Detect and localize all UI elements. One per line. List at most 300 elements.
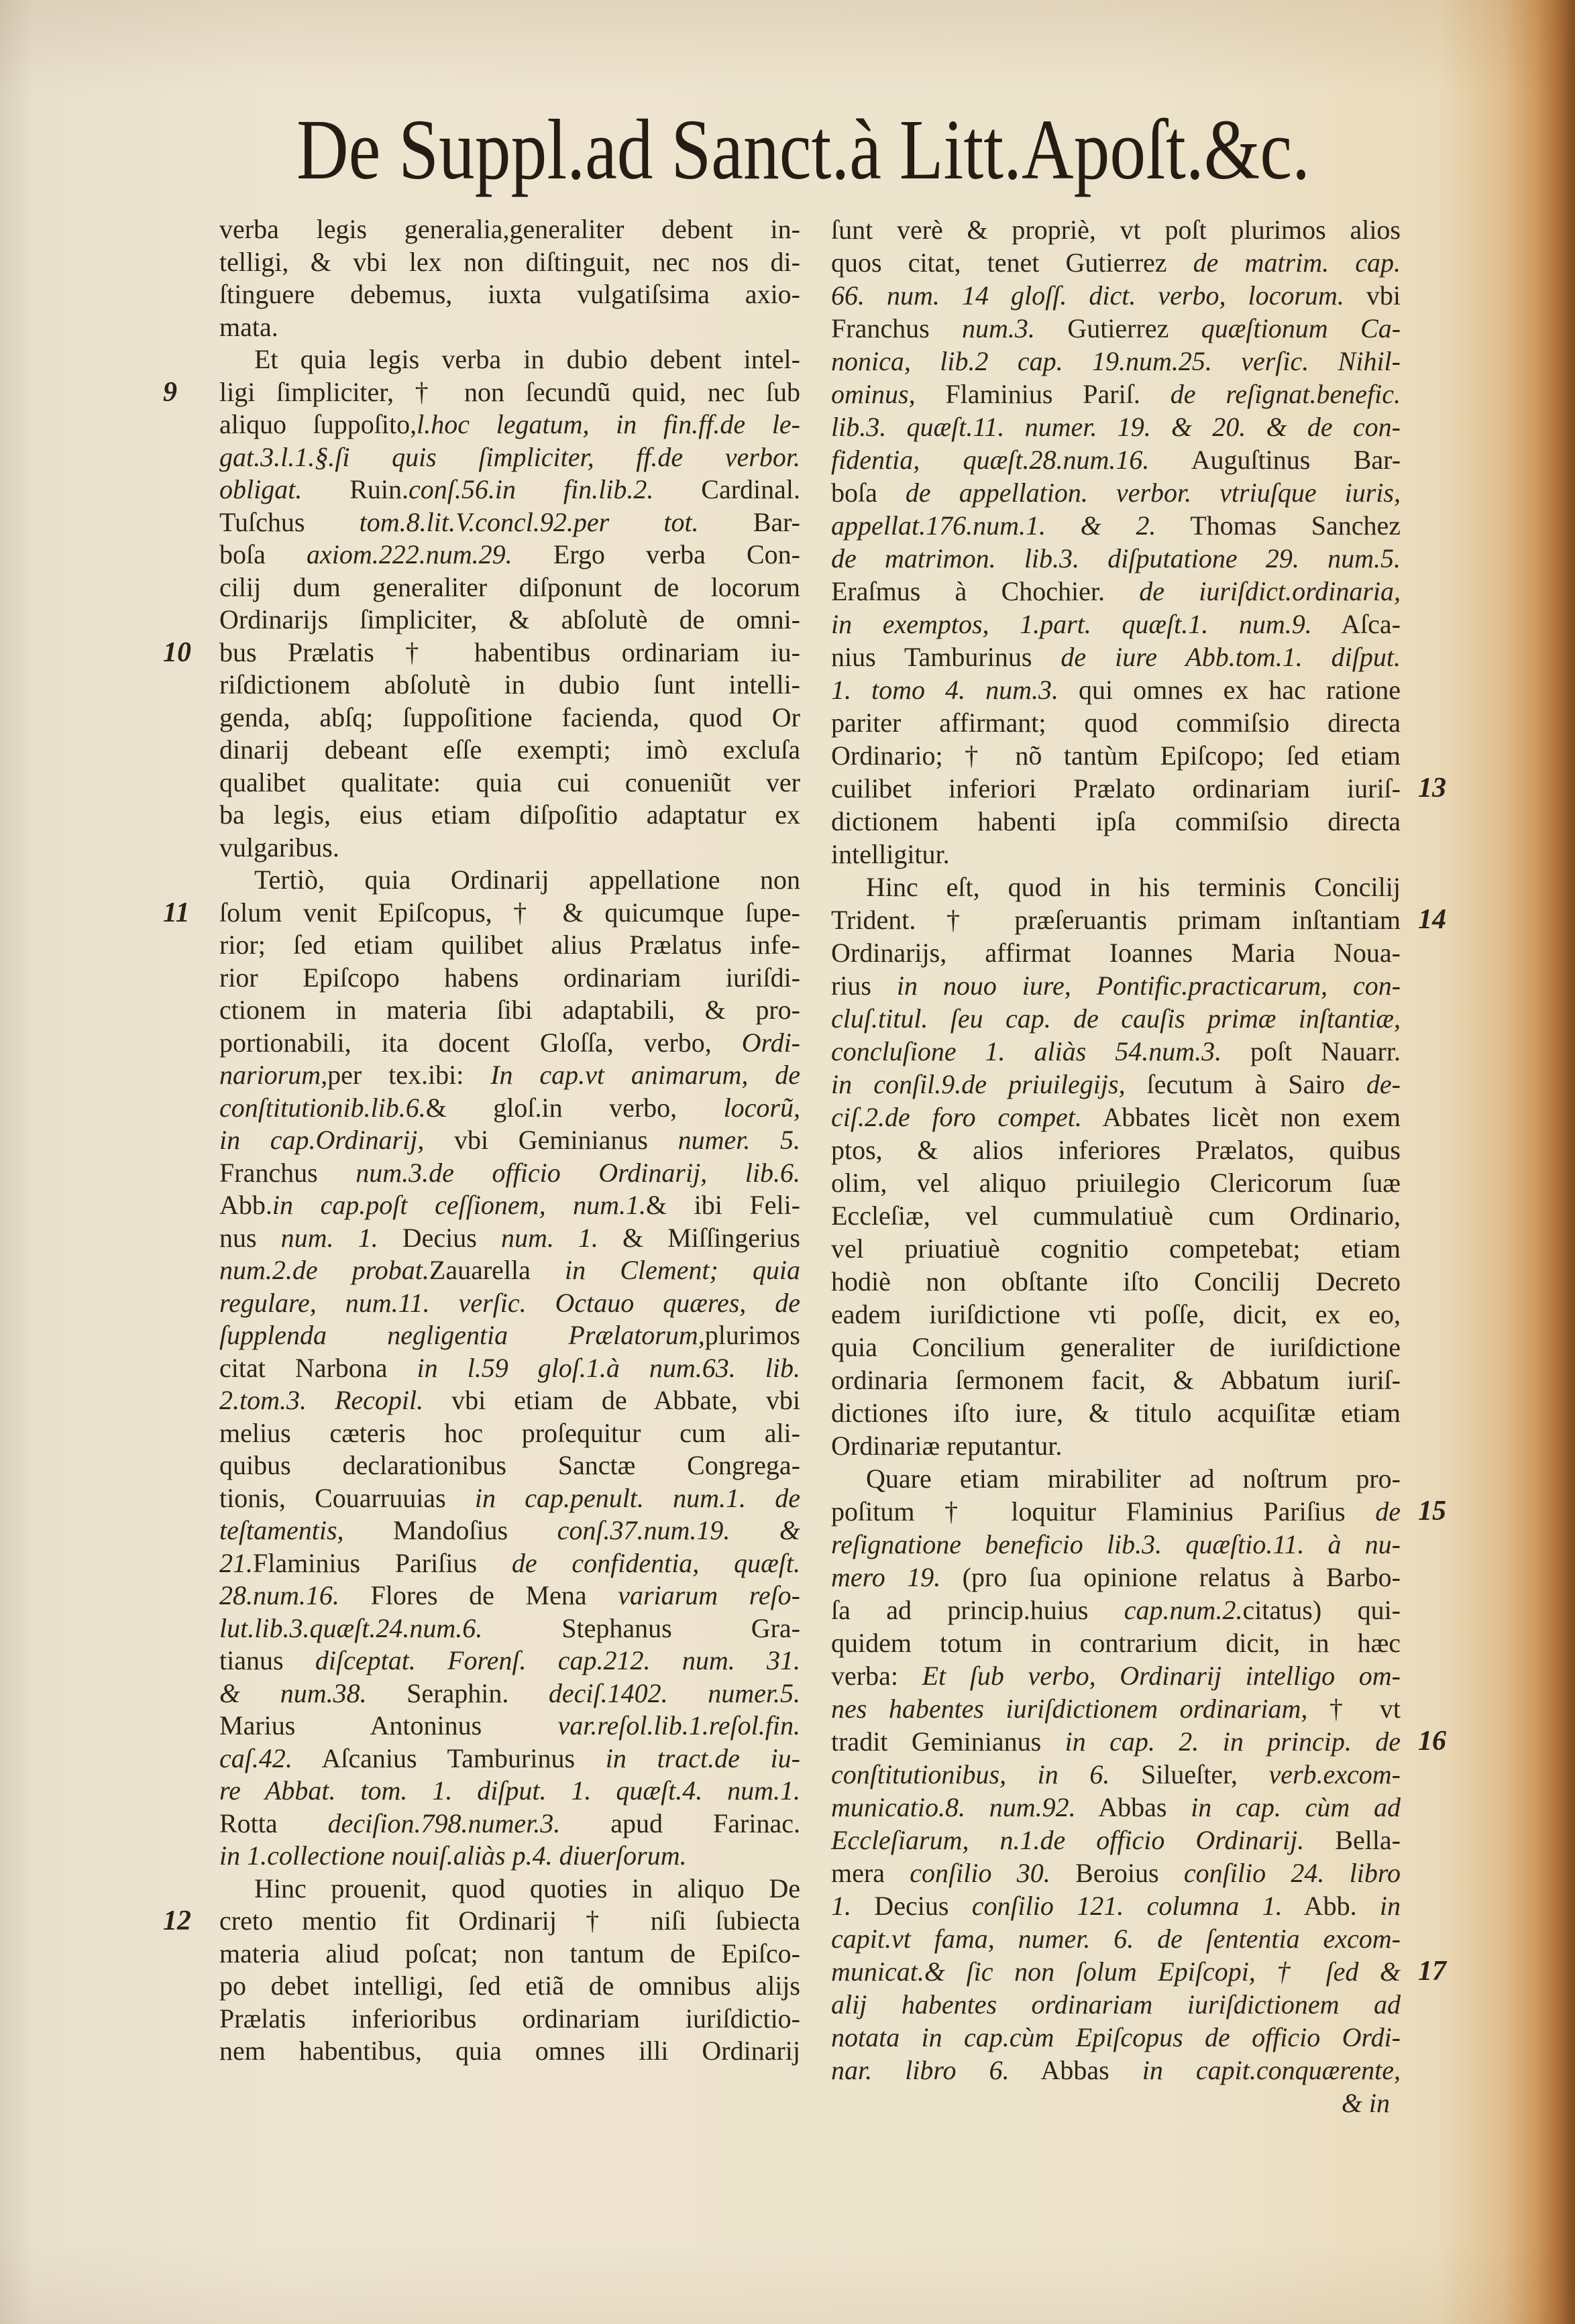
text-run: Et quia legis verba in dubio debent intel-	[254, 344, 800, 374]
text-run: Auguſtinus Bar-	[1149, 445, 1401, 475]
text-run: Seraphin.	[366, 1677, 549, 1708]
italic-text-run: municatio.8. num.92.	[831, 1792, 1076, 1822]
margin-number: 13	[1418, 773, 1446, 804]
text-line	[831, 476, 1401, 509]
italic-text-run: teſtamentis,	[219, 1515, 344, 1545]
text-run: ptos, & alios inferiores Prælatos, quibus	[831, 1135, 1401, 1165]
italic-text-run: caſ.42.	[219, 1742, 292, 1773]
text-run: Beroius	[1050, 1858, 1184, 1888]
text-line	[831, 2021, 1401, 2054]
italic-text-run: in cap.penult. num.1. de	[474, 1482, 800, 1513]
text-run: verba:	[831, 1661, 922, 1691]
text-line	[831, 1495, 1446, 1528]
text-run: ſecutum à Sairo	[1125, 1069, 1366, 1099]
text-line	[219, 767, 800, 799]
italic-text-run: de	[1375, 1496, 1401, 1527]
text-run: vbi Geminianus	[424, 1125, 678, 1155]
text-line	[219, 1677, 800, 1710]
text-line	[219, 702, 800, 734]
text-run: Thomas Sanchez	[1156, 510, 1401, 541]
italic-text-run: de appellation. verbor. vtriuſque iuris,	[905, 478, 1401, 508]
running-head: De Suppl.ad Sanct.à Litt.Apoſt.&c.	[296, 102, 1311, 197]
text-line	[219, 799, 800, 832]
italic-text-run: Et ſub verbo, Ordinarij intelligo om-	[922, 1661, 1401, 1691]
italic-text-run: lut.lib.3.quæſt.24.num.6.	[219, 1612, 483, 1643]
italic-text-run: de reſignat.benefic.	[1170, 379, 1401, 409]
text-run: Ordinarijs, affirmat Ioannes Maria Noua-	[831, 938, 1401, 968]
text-line	[831, 969, 1401, 1002]
text-line	[219, 832, 800, 865]
text-run: poſt Nauarr.	[1221, 1036, 1401, 1066]
text-line	[219, 1027, 800, 1060]
text-run: Bella-	[1304, 1825, 1401, 1855]
text-run: plurimos	[704, 1320, 800, 1350]
text-line	[219, 864, 800, 897]
text-run: boſa	[831, 478, 906, 508]
italic-text-run: appellat.176.num.1. & 2.	[831, 510, 1156, 541]
text-line	[219, 1482, 800, 1515]
text-line	[219, 343, 800, 376]
text-run: Trident. † præſeruantis primam inſtantiam	[831, 905, 1401, 935]
margin-number: 17	[1418, 1956, 1446, 1987]
text-line	[831, 641, 1401, 673]
text-line	[831, 1232, 1401, 1265]
italic-text-run: l.hoc legatum, in fin.ff.de le-	[417, 409, 801, 439]
text-run: ctionem in materia ſibi adaptabili, & pro-	[219, 995, 800, 1025]
text-line	[831, 1889, 1401, 1922]
italic-text-run: de matrimon. lib.3. diſputatione 29. num.5.	[831, 543, 1401, 573]
text-line	[219, 604, 800, 637]
text-line	[831, 1758, 1401, 1791]
text-line	[831, 1133, 1401, 1166]
italic-text-run: regulare, num.11. verſic. Octauo quæres, de	[219, 1287, 800, 1318]
text-line	[831, 1561, 1401, 1594]
italic-text-run: de iure Abb.tom.1. diſput.	[1061, 642, 1401, 672]
text-run: citat Narbona	[219, 1352, 417, 1383]
text-line	[831, 1955, 1446, 1988]
text-line	[831, 739, 1401, 772]
text-line	[831, 279, 1401, 312]
text-run: Decius	[851, 1891, 972, 1921]
italic-text-run: nes habentes iuriſdictionem ordinariam,	[831, 1694, 1308, 1724]
text-line	[219, 994, 800, 1027]
italic-text-run: in nouo iure, Pontific.practicarum, con-	[896, 971, 1401, 1001]
text-line	[219, 1742, 800, 1775]
italic-text-run: nar. libro 6.	[831, 2055, 1010, 2085]
text-line	[831, 1462, 1401, 1495]
text-run: apud Farinac.	[560, 1808, 800, 1838]
text-line	[831, 1265, 1401, 1298]
text-run: Ruin.	[302, 474, 409, 504]
text-line	[831, 1659, 1401, 1692]
text-run: Gutierrez	[1034, 313, 1201, 343]
italic-text-run: quæſtionum Ca-	[1201, 313, 1401, 343]
text-line	[831, 378, 1401, 410]
italic-text-run: notata in cap.cùm Epiſcopus de officio Ordi-	[831, 2022, 1401, 2052]
text-run: nius Tamburinus	[831, 642, 1061, 672]
italic-text-run: conſ.56.in fin.lib.2.	[409, 474, 654, 504]
margin-number: 9	[163, 376, 177, 408]
text-run: Ordinario; † nõ tantùm Epiſcopo; ſed etiam	[831, 740, 1401, 771]
text-run: nem habentibus, quia omnes illi Ordinarij	[219, 2036, 800, 2066]
italic-text-run: in cap.poſt ceſſionem, num.1.	[272, 1190, 647, 1220]
text-run: Abb.	[219, 1190, 272, 1220]
text-run: Aſcanius Tamburinus	[292, 1742, 606, 1773]
text-line	[219, 669, 800, 702]
text-run: Zauarella	[429, 1255, 565, 1285]
text-line	[831, 1594, 1401, 1626]
text-run: quia Concilium generaliter de iuriſdictione	[831, 1332, 1401, 1362]
text-line	[163, 897, 800, 930]
text-line	[831, 838, 1401, 871]
text-run: Flaminius Pariſius	[253, 1547, 512, 1578]
text-run: dictiones iſto iure, & titulo acquiſitæ etiam	[831, 1398, 1401, 1428]
text-line	[219, 1352, 800, 1385]
text-run: Bar-	[698, 506, 800, 537]
text-run: telligi, & vbi lex non diſtinguit, nec nos di-	[219, 246, 800, 277]
italic-text-run: reſignatione beneficio lib.3. quæſtio.11. à nu-	[831, 1529, 1401, 1559]
italic-text-run: in cap. cùm ad	[1191, 1792, 1401, 1822]
text-line	[831, 1791, 1401, 1824]
text-run: mera	[831, 1858, 910, 1888]
text-line	[831, 1692, 1401, 1725]
text-line	[831, 312, 1401, 345]
text-line	[831, 608, 1401, 641]
text-run: per tex.ibi:	[327, 1060, 491, 1090]
text-run: ſtinguere debemus, iuxta vulgatiſsima axio-	[219, 279, 800, 309]
italic-text-run: in Clement; quia	[565, 1255, 800, 1285]
text-run: poſitum † loquitur Flaminius Pariſius	[831, 1496, 1376, 1527]
text-line	[219, 1124, 800, 1157]
italic-text-run: in conſil.9.de priuilegijs,	[831, 1069, 1126, 1099]
italic-text-run: 2.tom.3. Recopil.	[219, 1385, 424, 1415]
text-run: portionabili, ita docent Gloſſa, verbo,	[219, 1027, 742, 1058]
text-run: intelligitur.	[831, 839, 950, 869]
text-line	[219, 1840, 800, 1873]
text-line	[219, 1189, 800, 1222]
italic-text-run: deciſion.798.numer.3.	[327, 1808, 561, 1838]
italic-text-run: In cap.vt animarum, de	[490, 1060, 801, 1090]
italic-text-run: re Abbat. tom. 1. diſput. 1. quæſt.4. num.1.	[219, 1775, 800, 1806]
italic-text-run: in capit.conquærente,	[1142, 2055, 1401, 2085]
text-run: ba legis, eius etiam diſpoſitio adaptatur ex	[219, 799, 800, 830]
text-line	[831, 410, 1401, 443]
catchword: & in	[1341, 2088, 1390, 2118]
text-run: rior; ſed etiam quilibet alius Prælatus infe-	[219, 930, 800, 960]
text-line	[219, 1059, 800, 1092]
text-line	[219, 1645, 800, 1677]
text-run: Silueſter,	[1109, 1759, 1269, 1789]
text-line	[219, 1449, 800, 1482]
text-line	[219, 734, 800, 767]
italic-text-run: deciſ.1402. numer.5.	[548, 1677, 801, 1708]
italic-text-run: Eccleſiarum, n.1.de officio Ordinarij.	[831, 1825, 1305, 1855]
text-run: Marius Antoninus	[219, 1710, 558, 1740]
italic-text-run: cap.num.2.	[1124, 1595, 1243, 1625]
text-line	[831, 1922, 1401, 1955]
italic-text-run: conſilio 30.	[910, 1858, 1050, 1888]
text-run: Stephanus Gra-	[482, 1612, 800, 1643]
text-run: tianus	[219, 1645, 315, 1675]
text-run: ligi ſimpliciter, † non ſecundũ quid, nec ſub	[219, 376, 800, 407]
text-line	[831, 1528, 1401, 1561]
text-line	[219, 1384, 800, 1417]
text-run: vel priuatiuè cognitio competebat; etiam	[831, 1233, 1401, 1264]
text-line	[831, 2054, 1401, 2087]
text-run: ſunt verè & propriè, vt poſt plurimos alios	[831, 215, 1401, 245]
italic-text-run: ominus,	[831, 379, 916, 409]
italic-text-run: var.reſol.lib.1.reſol.fin.	[557, 1710, 800, 1740]
text-run: mata.	[219, 311, 278, 342]
italic-text-run: in	[1379, 1891, 1401, 1921]
text-run: Mandoſius	[343, 1515, 557, 1545]
italic-text-run: 1.	[831, 1891, 851, 1921]
italic-text-run: conſilio 121. columna 1.	[971, 1891, 1283, 1921]
italic-text-run: conſtitutionib.lib.6.	[219, 1092, 426, 1123]
italic-text-run: ciſ.2.de foro compet.	[831, 1102, 1082, 1132]
text-line	[831, 936, 1401, 969]
text-run: vbi	[1344, 280, 1401, 311]
text-line	[219, 539, 800, 571]
text-run: hodiè non obſtante iſto Concilij Decreto	[831, 1266, 1401, 1296]
text-line	[219, 1157, 800, 1190]
text-run: dinarij debeant eſſe exempti; imò excluſa	[219, 734, 800, 765]
text-run: riſdictionem abſolutè in dubio ſunt intelli-	[219, 669, 800, 700]
text-line	[219, 1092, 800, 1125]
text-line	[831, 1857, 1401, 1889]
italic-text-run: nonica, lib.2 cap. 19.num.25. verſic. Nihil-	[831, 346, 1401, 376]
italic-text-run: mero 19.	[831, 1562, 941, 1592]
text-run: Abb.	[1282, 1891, 1380, 1921]
text-line	[831, 1035, 1401, 1068]
text-run: materia aliud poſcat; non tantum de Epiſco-	[219, 1938, 800, 1969]
text-run: Abbates licèt non exem	[1081, 1102, 1401, 1132]
text-line	[831, 1429, 1401, 1462]
text-line	[219, 441, 800, 474]
italic-text-run: in tract.de iu-	[605, 1742, 800, 1773]
text-line	[219, 474, 800, 506]
text-column-right	[831, 213, 1446, 2119]
italic-text-run: obligat.	[219, 474, 303, 504]
italic-text-run: num. 1.	[280, 1222, 378, 1253]
text-line	[831, 673, 1401, 706]
text-run: ſolum venit Epiſcopus, † & quicumque ſupe-	[219, 897, 800, 928]
text-run: † vt	[1307, 1694, 1401, 1724]
italic-text-run: conſtitutionibus, in 6.	[831, 1759, 1110, 1789]
text-line	[831, 213, 1401, 246]
text-run: Quare etiam mirabiliter ad noſtrum pro-	[866, 1463, 1401, 1494]
italic-text-run: municat.& ſic non ſolum Epiſcopi, † ſed &	[831, 1956, 1401, 1987]
italic-text-run: concluſione 1. aliàs 54.num.3.	[831, 1036, 1222, 1066]
text-line	[219, 1808, 800, 1840]
text-run: Ergo verba Con-	[512, 539, 800, 569]
text-line	[163, 1905, 800, 1938]
text-line	[163, 637, 800, 669]
text-line	[831, 345, 1401, 378]
text-run: genda, abſq; ſuppoſitione facienda, quod Or	[219, 702, 800, 732]
text-run: Eccleſiæ, vel cummulatiuè cum Ordinario,	[831, 1201, 1401, 1231]
italic-text-run: verb.excom-	[1268, 1759, 1401, 1789]
text-line	[219, 1873, 800, 1905]
italic-text-run: de matrim. cap.	[1193, 247, 1401, 278]
italic-text-run: locorũ,	[723, 1092, 800, 1123]
italic-text-run: in cap.Ordinarij,	[219, 1125, 425, 1155]
text-run: Decius	[378, 1222, 501, 1253]
text-run: Tuſchus	[219, 506, 360, 537]
text-line	[219, 506, 800, 539]
italic-text-run: nariorum,	[219, 1060, 328, 1090]
italic-text-run: gat.3.l.1.§.ſi quis ſimpliciter, ff.de verbor.	[219, 441, 800, 472]
text-line	[831, 542, 1401, 575]
text-run: Franchus	[219, 1157, 356, 1188]
text-run: cuilibet inferiori Prælato ordinariam iuriſ-	[831, 773, 1401, 804]
text-line	[219, 2035, 800, 2068]
text-run: qui omnes ex hac ratione	[1058, 675, 1401, 705]
text-run: po debet intelligi, ſed etiã de omnibus alijs	[219, 1971, 800, 2001]
text-line	[831, 871, 1401, 903]
text-run: quidem totum in contrarium dicit, in hæc	[831, 1628, 1401, 1658]
italic-text-run: num. 1.	[500, 1222, 598, 1253]
text-line	[831, 1068, 1401, 1101]
text-run: Aſca-	[1311, 609, 1401, 639]
text-line	[219, 962, 800, 995]
text-run: aliquo ſuppoſito,	[219, 409, 417, 439]
italic-text-run: in l.59 gloſ.1.à num.63. lib.	[417, 1352, 800, 1383]
text-run: & Miſſingerius	[598, 1222, 801, 1253]
text-run: Hinc eſt, quod in his terminis Concilij	[866, 872, 1401, 902]
italic-text-run: lib.3. quæſt.11. numer. 19. & 20. & de con-	[831, 412, 1401, 442]
italic-text-run: fidentia, quæſt.28.num.16.	[831, 445, 1150, 475]
text-line	[219, 246, 800, 279]
text-line	[831, 509, 1401, 542]
text-run: bus Prælatis † habentibus ordinariam iu-	[219, 637, 800, 667]
text-run: rior Epiſcopo habens ordinariam iuriſdi-	[219, 962, 800, 993]
text-run: rius	[831, 971, 897, 1001]
text-run: boſa	[219, 539, 307, 569]
text-run: Abbas	[1009, 2055, 1142, 2085]
text-line	[831, 772, 1446, 805]
italic-text-run: axiom.222.num.29.	[307, 539, 512, 569]
text-run: Ordinarijs ſimpliciter, & abſolutè de omni-	[219, 604, 800, 634]
text-line	[831, 706, 1401, 739]
text-line	[163, 376, 800, 409]
text-line	[219, 213, 800, 246]
italic-text-run: cluſ.titul. ſeu cap. de cauſis primæ inſtantiæ,	[831, 1003, 1401, 1034]
text-run: cilij dum generaliter diſponunt de locorum	[219, 571, 800, 602]
italic-text-run: 21.	[219, 1547, 253, 1578]
margin-number: 15	[1418, 1496, 1446, 1527]
italic-text-run: in 1.collectione nouiſ.aliàs p.4. diuerſorum.	[219, 1840, 687, 1871]
text-line	[831, 575, 1401, 608]
text-line	[831, 1626, 1401, 1659]
italic-text-run: numer. 5.	[677, 1125, 800, 1155]
text-line	[219, 1417, 800, 1450]
italic-text-run: & num.38.	[219, 1677, 367, 1708]
italic-text-run: 1. tomo 4. num.3.	[831, 675, 1058, 705]
italic-text-run: tom.8.lit.V.concl.92.per tot.	[359, 506, 699, 537]
text-line	[219, 1580, 800, 1612]
italic-text-run: capit.vt fama, numer. 6. de ſententia excom-	[831, 1924, 1401, 1954]
margin-number: 10	[163, 637, 191, 668]
text-run: (pro ſua opinione relatus à Barbo-	[940, 1562, 1401, 1592]
text-line	[219, 1775, 800, 1808]
text-run: melius cæteris hoc proſequitur cum ali-	[219, 1417, 800, 1448]
text-run: ſa ad princip.huius	[831, 1595, 1124, 1625]
text-run: Flaminius Pariſ.	[915, 379, 1171, 409]
text-line	[219, 1319, 800, 1352]
text-run: verba legis generalia,generaliter debent in-	[219, 214, 800, 244]
text-line	[219, 311, 800, 344]
italic-text-run: variarum reſo-	[618, 1580, 800, 1610]
text-line	[219, 1254, 800, 1287]
italic-text-run: de confidentia, quæſt.	[511, 1547, 800, 1578]
text-line	[219, 1547, 800, 1580]
margin-number: 14	[1418, 904, 1446, 935]
text-run: Tertiò, quia Ordinarij appellatione non	[254, 865, 800, 895]
text-run: creto mentio fit Ordinarij † niſi ſubiecta	[219, 1905, 800, 1936]
text-run: Abbas	[1075, 1792, 1191, 1822]
italic-text-run: conſ.37.num.19. &	[557, 1515, 800, 1545]
text-line	[219, 571, 800, 604]
italic-text-run: diſceptat. Forenſ. cap.212. num. 31.	[315, 1645, 801, 1675]
text-line	[219, 929, 800, 962]
text-run: vbi etiam de Abbate, vbi	[423, 1385, 800, 1415]
text-run: quos citat, tenet Gutierrez	[831, 247, 1193, 278]
italic-text-run: ſupplenda negligentia Prælatorum,	[219, 1320, 705, 1350]
text-line	[831, 443, 1401, 476]
italic-text-run: num.3.de officio Ordinarij, lib.6.	[356, 1157, 801, 1188]
text-line	[219, 1710, 800, 1742]
text-line	[831, 1396, 1401, 1429]
text-line	[219, 2003, 800, 2036]
text-line	[831, 1824, 1401, 1857]
text-line	[831, 1002, 1401, 1035]
text-line	[219, 1287, 800, 1320]
italic-text-run: in exemptos, 1.part. quæſt.1. num.9.	[831, 609, 1312, 639]
text-run: Franchus	[831, 313, 963, 343]
text-line	[219, 1612, 800, 1645]
italic-text-run: 28.num.16.	[219, 1580, 339, 1610]
italic-text-run: Ordi-	[741, 1027, 800, 1058]
text-line	[219, 1938, 800, 1971]
margin-number: 11	[163, 897, 190, 928]
italic-text-run: num.2.de probat.	[219, 1255, 429, 1285]
text-line	[831, 246, 1401, 279]
italic-text-run: de-	[1366, 1069, 1401, 1099]
text-run: ordinaria ſermonem facit, & Abbatum iuriſ-	[831, 1365, 1401, 1395]
text-line	[831, 1331, 1401, 1364]
text-run: & gloſ.in verbo,	[425, 1092, 724, 1123]
text-line	[831, 1101, 1401, 1133]
text-run: Eraſmus à Chochier.	[831, 576, 1140, 606]
text-run: Ordinariæ reputantur.	[831, 1431, 1063, 1461]
text-run: tionis, Couarruuias	[219, 1482, 475, 1513]
text-run: citatus) qui-	[1242, 1595, 1401, 1625]
text-run: dictionem habenti ipſa commiſsio directa	[831, 806, 1401, 836]
text-run: & ibi Feli-	[646, 1190, 801, 1220]
text-line	[219, 1970, 800, 2003]
italic-text-run: 66. num. 14 gloſſ. dict. verbo, locorum.	[831, 280, 1344, 311]
text-run: olim, vel aliquo priuilegio Clericorum ſuæ	[831, 1168, 1401, 1198]
italic-text-run: de iuriſdict.ordinaria,	[1139, 576, 1401, 606]
text-line	[831, 1725, 1446, 1758]
text-run: quibus declarationibus Sanctæ Congrega-	[219, 1450, 800, 1480]
text-line	[831, 805, 1401, 838]
margin-number: 16	[1418, 1726, 1446, 1757]
text-run: vulgaribus.	[219, 832, 339, 863]
text-run: Prælatis inferioribus ordinariam iuriſdictio-	[219, 2003, 800, 2034]
text-column-left	[163, 213, 801, 2068]
